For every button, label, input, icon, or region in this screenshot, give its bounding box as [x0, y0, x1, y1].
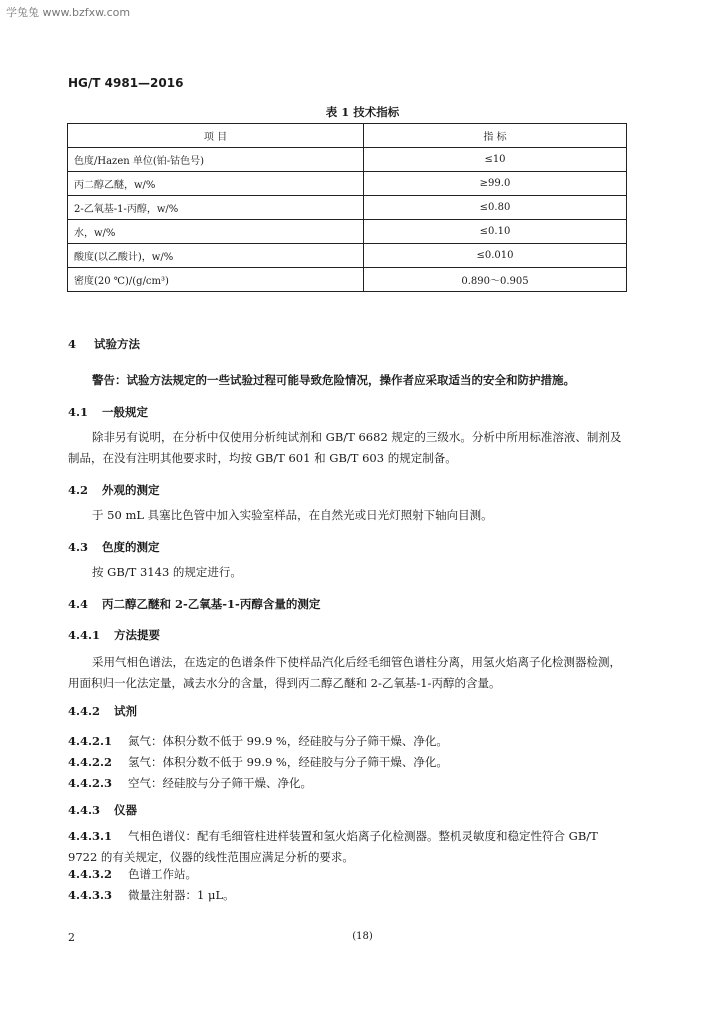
watermark-text: 学兔兔 www.bzfxw.com: [6, 6, 131, 19]
clause-number: 4.4.2.3: [68, 776, 113, 790]
table-row: [68, 172, 627, 196]
section-4-3-text: 按 GB/T 3143 的规定进行。: [92, 565, 242, 579]
section-title: 色度的测定: [102, 540, 160, 554]
row-item: 密度(20 ℃)/(g/cm³): [68, 268, 364, 292]
section-4-4-3-2: [68, 866, 628, 882]
section-4-1-heading: [68, 404, 148, 420]
section-4-2-heading: [68, 482, 160, 498]
section-title: 一般规定: [102, 405, 148, 419]
section-number: 4.4.2: [68, 704, 101, 718]
table-row: [68, 220, 627, 244]
section-4-heading: [68, 336, 140, 352]
section-4-4-2-2: [68, 754, 628, 770]
table-row: [68, 268, 627, 292]
clause-text: 气相色谱仪：配有毛细管柱进样装置和氢火焰离子化检测器。整机灵敏度和稳定性符合 GB/T 9722 的有关规定，仪器的线性范围应满足分析的要求。: [68, 829, 598, 864]
section-4-4-1-heading: [68, 627, 160, 643]
clause-text: 空气：经硅胶与分子筛干燥、净化。: [128, 776, 312, 790]
clause-number: 4.4.2.1: [68, 734, 113, 748]
section-number: 4.4: [68, 597, 89, 611]
section-title: 仪器: [114, 803, 137, 817]
table-title: 表 1 技术指标: [325, 105, 400, 119]
header-value: 指 标: [364, 124, 627, 148]
section-number: 4.4.3: [68, 803, 101, 817]
section-number: 4: [68, 337, 77, 351]
section-title: 试验方法: [94, 337, 140, 351]
row-item: 酸度(以乙酸计)，w/%: [68, 244, 364, 268]
table-row: [68, 244, 627, 268]
row-value: ≤0.80: [364, 196, 627, 220]
section-4-4-3-1: [68, 826, 628, 868]
section-4-4-3-3: [68, 887, 628, 903]
clause-text: 色谱工作站。: [128, 867, 197, 881]
table-row: [68, 196, 627, 220]
row-value: ≤0.10: [364, 220, 627, 244]
row-value: ≥99.0: [364, 172, 627, 196]
section-4-4-1-text: 采用气相色谱法，在选定的色谱条件下使样品汽化后经毛细管色谱柱分离，用氢火焰离子化检测器检测，用面积归一化法定量，减去水分的含量，得到丙二醇乙醚和 2-乙氧基-1-丙醇的含量。: [68, 655, 621, 690]
section-4-4-heading: [68, 596, 320, 612]
section-title: 丙二醇乙醚和 2-乙氧基-1-丙醇含量的测定: [102, 597, 321, 611]
warning-paragraph: 警告：试验方法规定的一些试验过程可能导致危险情况，操作者应采取适当的安全和防护措施。: [92, 373, 575, 387]
row-item: 色度/Hazen 单位(铂-钴色号): [68, 148, 364, 172]
section-4-4-3-heading: [68, 802, 137, 818]
table-header-row: [68, 124, 627, 148]
section-4-4-2-1: [68, 733, 628, 749]
section-title: 试剂: [114, 704, 137, 718]
spec-table: [67, 123, 627, 292]
section-number: 4.2: [68, 483, 89, 497]
row-item: 丙二醇乙醚，w/%: [68, 172, 364, 196]
table-row: [68, 148, 627, 172]
clause-text: 氢气：体积分数不低于 99.9 %，经硅胶与分子筛干燥、净化。: [128, 755, 448, 769]
clause-number: 4.4.3.3: [68, 888, 113, 902]
page-center-label: (18): [352, 931, 373, 942]
section-4-4-2-heading: [68, 703, 137, 719]
section-number: 4.3: [68, 540, 89, 554]
page-number: 2: [68, 931, 75, 944]
header-item: 项 目: [68, 124, 364, 148]
row-item: 2-乙氧基-1-丙醇，w/%: [68, 196, 364, 220]
section-number: 4.4.1: [68, 628, 101, 642]
clause-number: 4.4.3.1: [68, 829, 113, 843]
section-4-2-text: 于 50 mL 具塞比色管中加入实验室样品，在自然光或日光灯照射下轴向目测。: [92, 508, 493, 522]
clause-number: 4.4.2.2: [68, 755, 113, 769]
section-4-3-heading: [68, 539, 160, 555]
clause-text: 微量注射器：1 μL。: [128, 888, 235, 902]
section-title: 外观的测定: [102, 483, 160, 497]
clause-number: 4.4.3.2: [68, 867, 113, 881]
section-title: 方法提要: [114, 628, 160, 642]
section-4-4-2-3: [68, 775, 628, 791]
row-value: 0.890～0.905: [364, 268, 627, 292]
document-code: HG/T 4981—2016: [68, 76, 184, 90]
section-number: 4.1: [68, 405, 89, 419]
row-value: ≤0.010: [364, 244, 627, 268]
section-4-1-text: 除非另有说明，在分析中仅使用分析纯试剂和 GB/T 6682 规定的三级水。分析中所用标准溶液、制剂及制品，在没有注明其他要求时，均按 GB/T 601 和 GB/T 603 的规定制备。: [68, 430, 622, 465]
row-item: 水，w/%: [68, 220, 364, 244]
clause-text: 氮气：体积分数不低于 99.9 %，经硅胶与分子筛干燥、净化。: [128, 734, 448, 748]
row-value: ≤10: [364, 148, 627, 172]
